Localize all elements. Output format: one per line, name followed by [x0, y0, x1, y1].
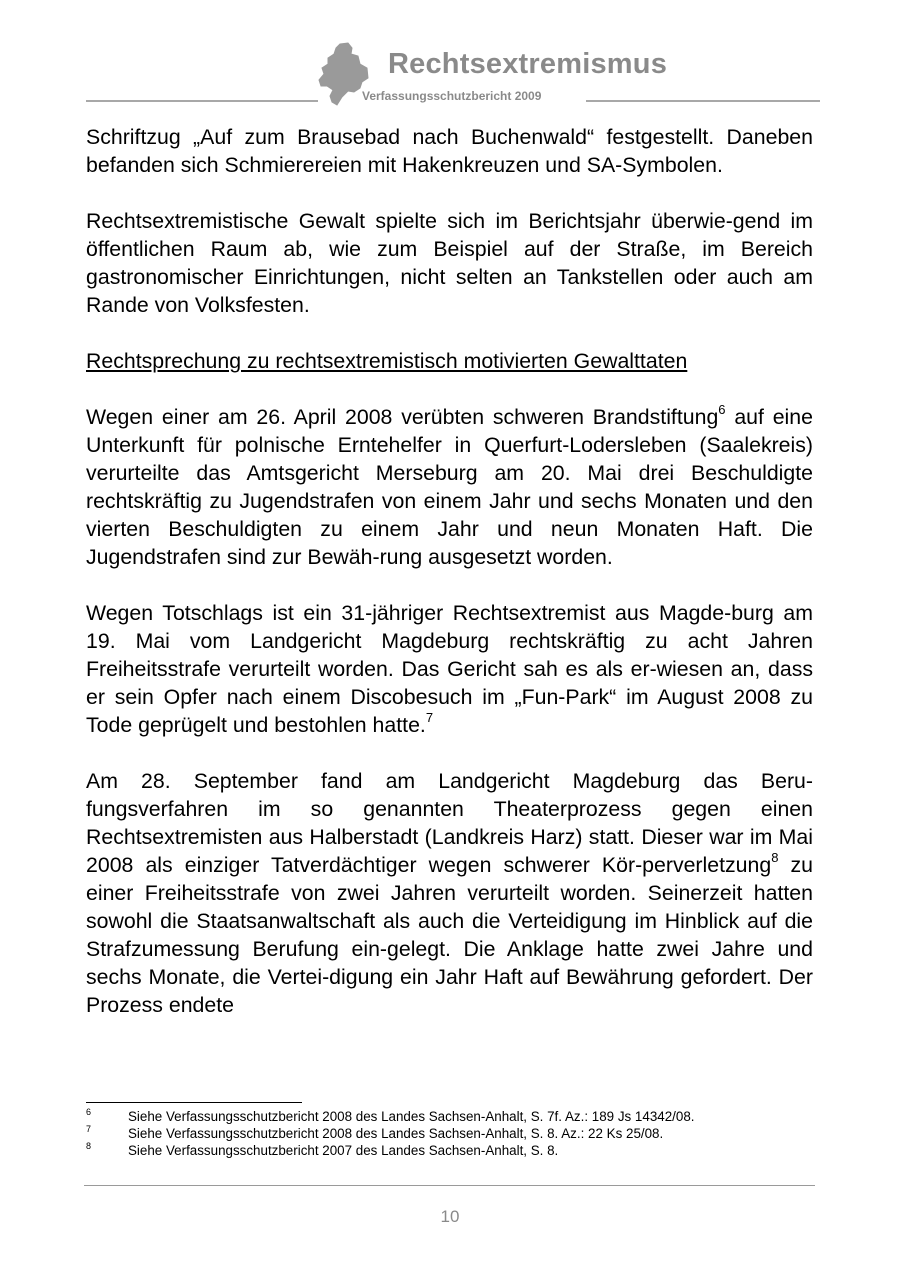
footnote-separator: [86, 1102, 302, 1103]
footnote-ref-8[interactable]: 8: [771, 850, 779, 865]
footnote-text: Siehe Verfassungsschutzbericht 2008 des Landes Sachsen-Anhalt, S. 8. Az.: 22 Ks 25/08.: [128, 1126, 664, 1141]
footnote-8: [86, 1142, 820, 1159]
header-subtitle: Verfassungsschutzbericht 2009: [362, 89, 542, 103]
paragraph-gewalt-raum: [86, 207, 813, 319]
footnotes: [86, 1108, 820, 1159]
footnote-7: [86, 1125, 820, 1142]
footnote-number: 8: [86, 1141, 92, 1151]
page-number: 10: [440, 1207, 460, 1226]
footnote-ref-7[interactable]: 7: [425, 710, 434, 725]
footer-rule: [84, 1185, 815, 1186]
header-title: Rechtsextremismus: [388, 48, 668, 80]
section-heading: Rechtsprechung zu rechtsextremistisch motivierten Gewalttaten: [86, 349, 688, 373]
body-text: [86, 123, 813, 1019]
footnote-6: [86, 1108, 820, 1125]
footnote-number: 7: [86, 1124, 92, 1134]
footnote-text: Siehe Verfassungsschutzbericht 2007 des Landes Sachsen-Anhalt, S. 8.: [128, 1143, 559, 1158]
footnote-number: 6: [86, 1107, 92, 1117]
paragraph-brausebad: [86, 123, 813, 179]
paragraph-text: auf eine Unterkunft für polnische Erntehelfer in Querfurt-​Lodersleben (Saalekreis) verurteilte das Amtsgericht Merseburg am 20. Mai drei Beschuldigte rechtskräftig zu Jugendstrafen von einem Jahr und sechs Monaten und den vierten Beschuldigten zu einem Jahr und neun Monaten Haft. Die Jugendstrafen sind zur Bewäh-​rung ausgesetzt worden.: [86, 405, 813, 569]
paragraph-text: Wegen Totschlags ist ein 31-jähriger Rechtsextremist aus Magde-​burg am 19. Mai vom Landgericht Magdeburg rechtskräftig zu acht Jahren Freiheitsstrafe verurteilt worden. Das Gericht sah es als er-​wiesen an, dass er sein Opfer nach einem Discobesuch im „Fun-​Park“ im August 2008 zu Tode geprügelt und bestohlen hatte.: [86, 601, 813, 737]
header-rule-left: [86, 100, 318, 102]
page-header: [86, 38, 820, 110]
paragraph-theaterprozess: [86, 767, 813, 1019]
paragraph-text: Wegen einer am 26. April 2008 verübten schweren Brandstiftung: [86, 405, 719, 429]
paragraph-brandstiftung: [86, 403, 813, 571]
paragraph-text: zu einer Freiheitsstrafe von zwei Jahren verurteilt worden. Seinerzeit hatten sowohl die Staatsanwaltschaft als auch die Verteidigung im Hinblick auf die Strafzumessung Berufung ein-​gelegt. Die Anklage hatte zwei Jahre und sechs Monate, die Vertei-​digung ein Jahr Haft auf Bewährung gefordert. Der Prozess endete: [86, 853, 813, 1017]
paragraph-text: Schriftzug „Auf zum Brausebad nach Buchenwald“ festgestellt. Daneben befanden sich Schmierereien mit Hakenkreuzen und SA-​Symbolen.: [86, 125, 813, 177]
footnote-text: Siehe Verfassungsschutzbericht 2008 des Landes Sachsen-Anhalt, S. 7f. Az.: 189 Js 14342/08.: [128, 1109, 695, 1124]
paragraph-totschlag: [86, 599, 813, 739]
paragraph-text: Rechtsextremistische Gewalt spielte sich im Berichtsjahr überwie-​gend im öffentlichen Raum ab, wie zum Beispiel auf der Straße, im Bereich gastronomischer Einrichtungen, nicht selten an Tankstellen oder auch am Rande von Volksfesten.: [86, 209, 813, 317]
footnote-ref-6[interactable]: 6: [718, 402, 726, 417]
paragraph-text: Am 28. September fand am Landgericht Magdeburg das Beru-​fungsverfahren im so genannten Theaterprozess gegen einen Rechtsextremisten aus Halberstadt (Landkreis Harz) statt. Dieser war im Mai 2008 als einziger Tatverdächtiger wegen schwerer Kör-​perverletzung: [86, 769, 813, 877]
header-rule-right: [586, 100, 820, 102]
